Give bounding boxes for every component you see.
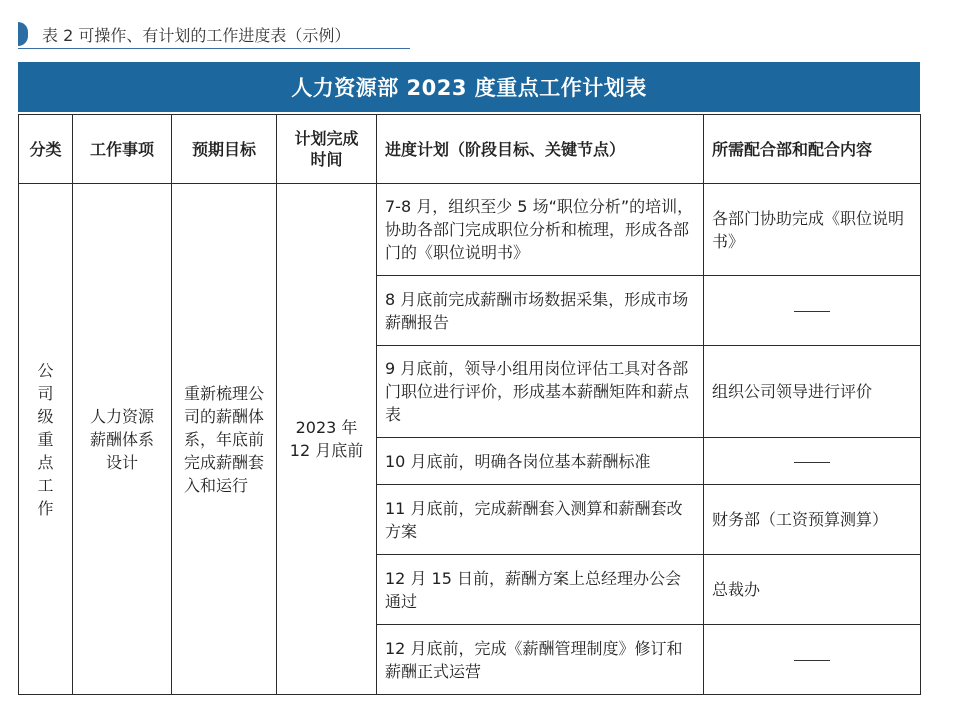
header-row <box>19 115 921 184</box>
header-goal: 预期目标 <box>172 115 277 184</box>
support-cell-empty <box>704 625 921 695</box>
goal-text: 重新梳理公司的薪酬体系，年底前完成薪酬套入和运行 <box>184 383 265 495</box>
support-cell-empty <box>704 276 921 346</box>
caption-marker <box>18 22 28 46</box>
deadline-text: 2023 年 12 月底前 <box>289 418 364 460</box>
plan-cell: 9 月底前，领导小组用岗位评估工具对各部门职位进行评价，形成基本薪酬矩阵和薪点表 <box>377 346 704 438</box>
plan-cell: 10 月底前，明确各岗位基本薪酬标准 <box>377 438 704 485</box>
header-deadline: 计划完成时间 <box>277 115 377 184</box>
caption-rule <box>18 48 410 49</box>
support-cell-empty <box>704 438 921 485</box>
support-cell: 财务部（工资预算测算） <box>704 485 921 555</box>
plan-cell: 11 月底前，完成薪酬套入测算和薪酬套改方案 <box>377 485 704 555</box>
item-cell <box>73 184 172 695</box>
work-plan-table <box>18 62 920 695</box>
dash-mark <box>794 660 830 661</box>
category-cell <box>19 184 73 695</box>
table-row <box>19 184 921 276</box>
plan-grid <box>18 114 921 695</box>
goal-cell <box>172 184 277 695</box>
header-category: 分类 <box>19 115 73 184</box>
dash-mark <box>794 311 830 312</box>
table-caption <box>18 22 350 46</box>
table-title: 人力资源部 2023 度重点工作计划表 <box>18 62 920 114</box>
category-text: 公司级重点工作 <box>37 360 54 518</box>
support-cell: 各部门协助完成《职位说明书》 <box>704 184 921 276</box>
header-support: 所需配合部和配合内容 <box>704 115 921 184</box>
deadline-cell <box>277 184 377 695</box>
header-plan: 进度计划（阶段目标、关键节点） <box>377 115 704 184</box>
plan-cell: 12 月底前，完成《薪酬管理制度》修订和薪酬正式运营 <box>377 625 704 695</box>
caption-text: 表 2 可操作、有计划的工作进度表（示例） <box>42 25 351 45</box>
plan-cell: 12 月 15 日前，薪酬方案上总经理办公会通过 <box>377 555 704 625</box>
plan-cell: 7-8 月，组织至少 5 场“职位分析”的培训，协助各部门完成职位分析和梳理，形成各部门的《职位说明书》 <box>377 184 704 276</box>
support-cell: 组织公司领导进行评价 <box>704 346 921 438</box>
plan-cell: 8 月底前完成薪酬市场数据采集，形成市场薪酬报告 <box>377 276 704 346</box>
support-cell: 总裁办 <box>704 555 921 625</box>
item-text: 人力资源薪酬体系设计 <box>89 406 154 472</box>
dash-mark <box>794 462 830 463</box>
header-item: 工作事项 <box>73 115 172 184</box>
